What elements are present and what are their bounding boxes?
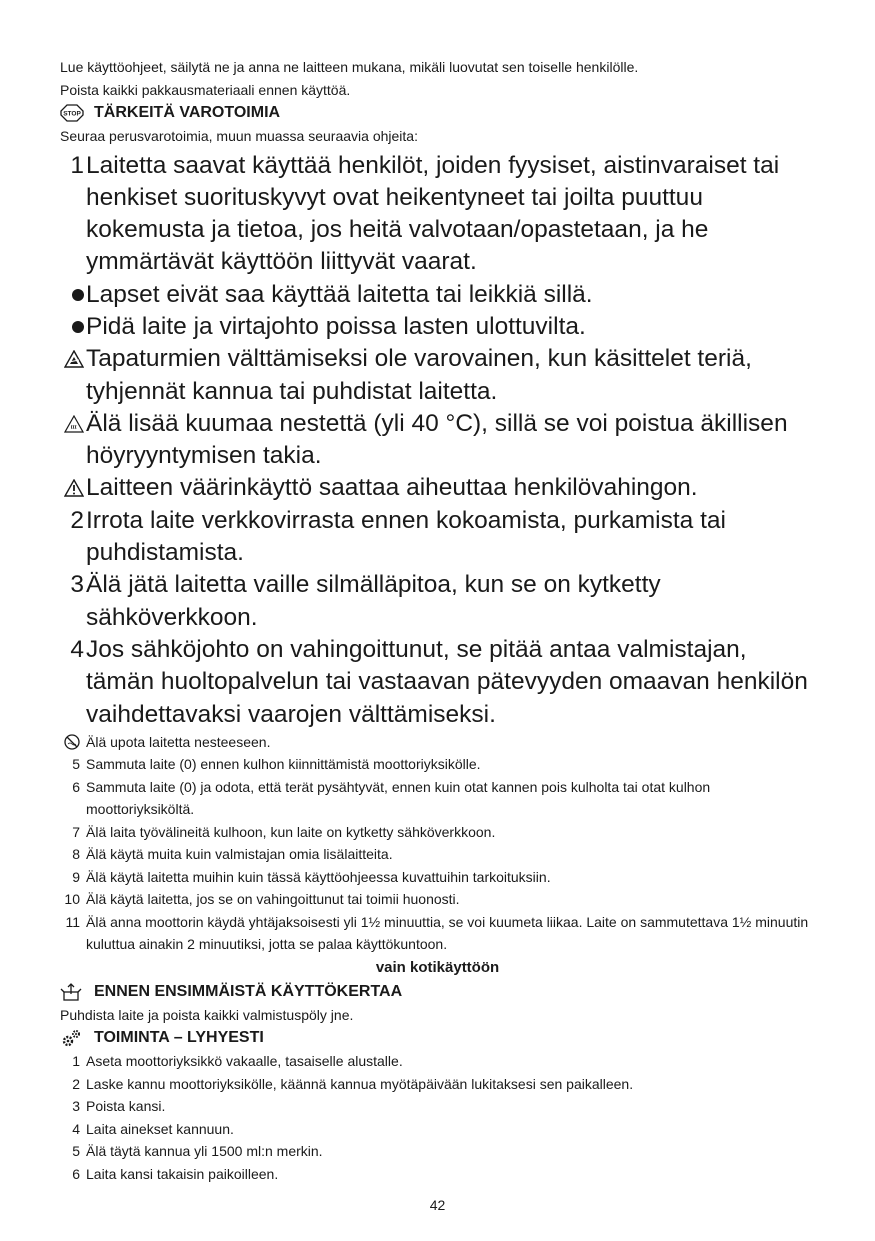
step-item: [60, 1095, 820, 1118]
list-item: [60, 311, 820, 343]
item-number: 1: [70, 151, 84, 179]
list-item: [60, 731, 820, 754]
hot-liquid-warning-icon: [64, 415, 84, 433]
stop-sign-icon: [60, 103, 86, 123]
list-item: [60, 866, 820, 889]
list-item: [60, 472, 820, 504]
item-text: Laitetta saavat käyttää henkilöt, joiden fyysiset, aistinvaraiset tai henkiset suorituskyvyt ovat heikentyneet tai joilta puuttuu kokemusta ja tietoa, jos heitä valvotaan/opastetaan, ja he ymmärtävät käyttöön liittyvät vaarat.: [86, 151, 780, 276]
safety-lead: Seuraa perusvarotoimia, muun muassa seuraavia ohjeita:: [60, 128, 418, 144]
step-text: Laske kannu moottoriyksikölle, käännä kannua myötäpäivään lukitaksesi sen paikalleen.: [86, 1075, 634, 1092]
item-text: Laitteen väärinkäyttö saattaa aiheuttaa henkilövahingon.: [86, 474, 698, 502]
item-text: Älä käytä laitetta, jos se on vahingoittunut tai toimii huonosti.: [86, 891, 460, 908]
safety-title: TÄRKEITÄ VAROTOIMIA: [94, 104, 281, 121]
item-text: Sammuta laite (0) ennen kulhon kiinnittämistä moottoriyksikölle.: [86, 756, 481, 773]
household-use-note: vain kotikäyttöön: [375, 958, 500, 976]
item-number: 5: [72, 756, 80, 773]
no-immerse-icon: [64, 734, 80, 750]
step-text: Älä täytä kannua yli 1500 ml:n merkin.: [86, 1143, 323, 1160]
before-first-use-title: ENNEN ENSIMMÄISTÄ KÄYTTÖKERTAA: [94, 982, 403, 1000]
list-item: [60, 911, 820, 956]
list-item: [60, 821, 820, 844]
step-text: Laita kansi takaisin paikoilleen.: [86, 1165, 279, 1182]
item-number: 6: [72, 778, 80, 795]
big-safety-list: [60, 150, 820, 731]
gears-icon: [60, 1028, 86, 1048]
document-page: [60, 56, 820, 1185]
item-number: 4: [70, 635, 84, 663]
item-number: 2: [70, 506, 84, 534]
item-text: Sammuta laite (0) ja odota, että terät pysähtyvät, ennen kuin otat kannen pois kulholta tai otat kulhon moottoriyksiköltä.: [86, 778, 711, 818]
step-item: [60, 1118, 820, 1141]
list-item: [60, 150, 820, 279]
list-item: [60, 505, 820, 570]
step-text: Poista kansi.: [86, 1098, 166, 1115]
step-number: 4: [72, 1120, 80, 1137]
item-text: Älä lisää kuumaa nestettä (yli 40 °C), sillä se voi poistua äkillisen höyryyntymisen takia.: [86, 409, 788, 470]
safety-heading: [60, 101, 820, 125]
item-text: Lapset eivät saa käyttää laitetta tai leikkiä sillä.: [86, 280, 593, 308]
item-text: Irrota laite verkkovirrasta ennen kokoamista, purkamista tai puhdistamista.: [86, 506, 726, 567]
list-item: [60, 569, 820, 634]
item-number: 3: [70, 571, 84, 599]
item-number: 10: [64, 891, 80, 908]
step-number: 1: [72, 1053, 80, 1070]
item-number: 8: [72, 846, 80, 863]
page-number: 42: [429, 1197, 446, 1213]
operation-steps: [60, 1050, 820, 1185]
item-number: 9: [72, 868, 80, 885]
step-number: 6: [72, 1165, 80, 1182]
intro-line-1: Lue käyttöohjeet, säilytä ne ja anna ne laitteen mukana, mikäli luovutat sen toiselle henkilölle.: [60, 59, 639, 75]
step-number: 5: [72, 1143, 80, 1160]
item-text: Pidä laite ja virtajohto poissa lasten ulottuvilta.: [86, 312, 586, 340]
blade-warning-icon: [64, 350, 84, 368]
step-text: Aseta moottoriyksikkö vakaalle, tasaiselle alustalle.: [86, 1053, 403, 1070]
step-item: [60, 1140, 820, 1163]
list-item: [60, 776, 820, 821]
before-first-use-heading: [60, 980, 820, 1004]
list-item: [60, 634, 820, 731]
list-item: [60, 753, 820, 776]
intro: [60, 56, 820, 101]
small-safety-list: [60, 731, 820, 956]
item-text: Jos sähköjohto on vahingoittunut, se pitää antaa valmistajan, tämän huoltopalvelun tai vastaavan pätevyyden omaavan henkilön vaihdettavaksi vaarojen välttämiseksi.: [86, 635, 808, 728]
step-item: [60, 1050, 820, 1073]
item-number: 11: [65, 913, 80, 930]
operation-heading: [60, 1026, 820, 1050]
before-first-use-text: Puhdista laite ja poista kaikki valmistuspöly jne.: [60, 1006, 354, 1023]
unpack-box-icon: [60, 982, 86, 1002]
step-item: [60, 1163, 820, 1186]
step-text: Laita ainekset kannuun.: [86, 1120, 234, 1137]
item-text: Tapaturmien välttämiseksi ole varovainen, kun käsittelet teriä, tyhjennät kannua tai puhdistat laitetta.: [86, 345, 752, 405]
step-number: 3: [72, 1098, 80, 1115]
stop-sign-label: STOP: [63, 110, 81, 118]
list-item: [60, 279, 820, 311]
intro-line-2: Poista kaikki pakkausmateriaali ennen käyttöä.: [60, 81, 351, 98]
item-text: Älä anna moottorin käydä yhtäjaksoisesti yli 1½ minuuttia, se voi kuumeta liikaa. Laite on sammutettava 1½ minuutin kuluttua ainakin 2 minuutiksi, jotta se palaa käyttökuntoon.: [86, 913, 809, 953]
item-text: Älä käytä laitetta muihin kuin tässä käyttöohjeessa kuvattuihin tarkoituksiin.: [86, 868, 551, 885]
list-item: [60, 408, 820, 473]
item-text: Älä jätä laitetta vaille silmälläpitoa, kun se on kytketty sähköverkkoon.: [86, 571, 661, 631]
list-item: [60, 843, 820, 866]
list-item: [60, 343, 820, 408]
bullet-icon: [72, 321, 84, 333]
step-number: 2: [72, 1075, 80, 1092]
item-text: Älä laita työvälineitä kulhoon, kun laite on kytketty sähköverkkoon.: [86, 823, 496, 840]
bullet-icon: [72, 289, 84, 301]
operation-title: TOIMINTA – LYHYESTI: [94, 1029, 264, 1047]
item-text: Älä upota laitetta nesteeseen.: [86, 733, 271, 750]
step-item: [60, 1073, 820, 1096]
item-text: Älä käytä muita kuin valmistajan omia lisälaitteita.: [86, 846, 393, 863]
list-item: [60, 888, 820, 911]
warning-icon: [64, 479, 84, 497]
item-number: 7: [72, 823, 80, 840]
